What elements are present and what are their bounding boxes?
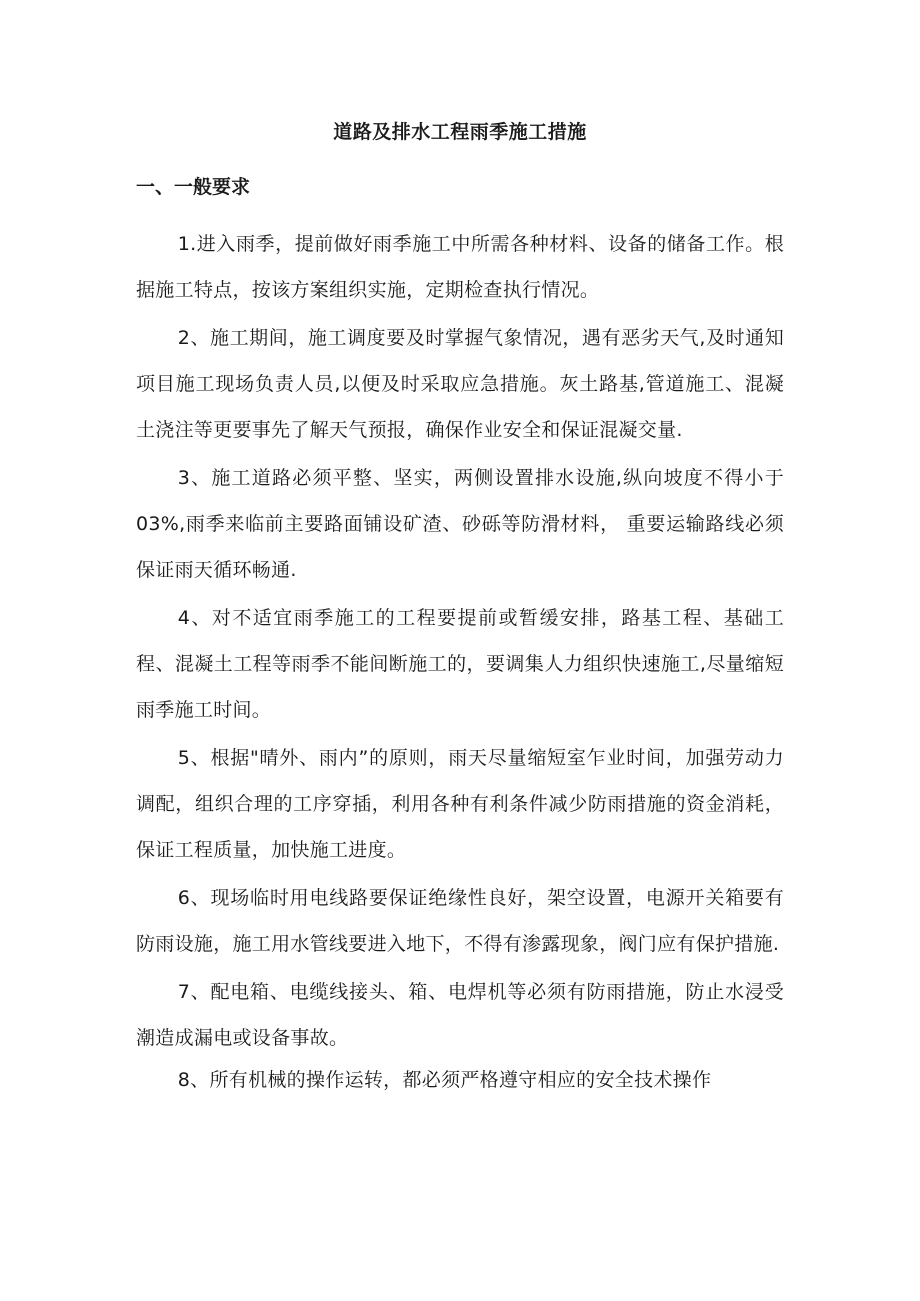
paragraph-4: 4、对不适宜雨季施工的工程要提前或暂缓安排，路基工程、基础工程、混凝土工程等雨季不能间断施工的，要调集人力组织快速施工,尽量缩短雨季施工时间。 bbox=[136, 607, 784, 721]
paragraph-7: 7、配电箱、电缆线接头、箱、电焊机等必须有防雨措施，防止水浸受潮造成漏电或设备事故。 bbox=[136, 981, 784, 1049]
paragraph-6: 6、现场临时用电线路要保证绝缘性良好，架空设置，电源开关箱要有防雨设施，施工用水管线要进入地下，不得有渗露现象，阀门应有保护措施. bbox=[136, 887, 784, 955]
paragraph-5: 5、根据"晴外、雨内”的原则，雨天尽量缩短室乍业时间，加强劳动力调配，组织合理的工序穿插，利用各种有利条件减少防雨措施的资金消耗，保证工程质量，加快施工进度。 bbox=[136, 747, 784, 861]
paragraph-1: 1.进入雨季，提前做好雨季施工中所需各种材料、设备的储备工作。根据施工特点，按该方案组织实施，定期检查执行情况。 bbox=[136, 233, 784, 301]
document-title: 道路及排水工程雨季施工措施 bbox=[333, 121, 587, 143]
paragraph-3: 3、施工道路必须平整、坚实，两侧设置排水设施,纵向坡度不得小于03%,雨季来临前主要路面铺设矿渣、砂砾等防滑材料， 重要运输路线必须保证雨天循环畅通. bbox=[136, 467, 784, 581]
paragraph-8: 8、所有机械的操作运转，都必须严格遵守相应的安全技术操作 bbox=[177, 1069, 712, 1091]
section-heading: 一、一般要求 bbox=[136, 176, 251, 198]
paragraph-2: 2、施工期间，施工调度要及时掌握气象情况，遇有恶劣天气,及时通知项目施工现场负责人员,以便及时采取应急措施。灰土路基,管道施工、混凝土浇注等更要事先了解天气预报，确保作业安全和保证混凝交量. bbox=[136, 327, 784, 441]
